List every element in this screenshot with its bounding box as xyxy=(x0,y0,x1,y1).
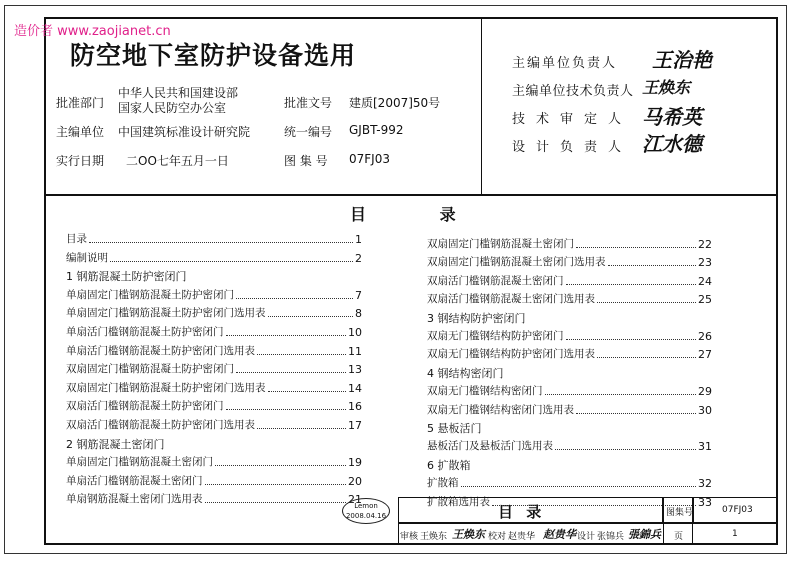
approve-dept-label: 批准部门 xyxy=(56,96,105,110)
stamp-line1: Lemon xyxy=(354,502,378,510)
toc-entry-text: 扩散箱选用表 xyxy=(427,495,490,508)
sig-tech-lead: 王焕东 xyxy=(642,78,691,97)
toc-leader-dots xyxy=(608,264,697,266)
toc-entry-text: 单扇固定门槛钢筋混凝土防护密闭门选用表 xyxy=(66,307,266,320)
toc-entry xyxy=(427,328,712,343)
toc-page-number: 8 xyxy=(355,307,362,321)
toc-page-number: 29 xyxy=(698,385,712,399)
toc-entry-text: 扩散箱 xyxy=(427,477,459,490)
toc-entry xyxy=(427,291,712,306)
toc-page-number: 23 xyxy=(698,256,712,270)
approve-dept-line2: 国家人民防空办公室 xyxy=(118,101,227,115)
toc-entry xyxy=(66,380,362,395)
stamp-line2: 2008.04.16 xyxy=(345,512,387,520)
toc-leader-dots xyxy=(597,301,696,303)
toc-leader-dots xyxy=(236,371,346,373)
toc-page-number: 22 xyxy=(698,238,712,251)
approve-doc-label: 批准文号 xyxy=(284,96,333,110)
serial-value: GJBT-992 xyxy=(349,123,404,137)
toc-entry-text: 单扇固定门槛钢筋混凝土防护密闭门 xyxy=(66,288,234,301)
toc-entry xyxy=(427,236,712,251)
toc-leader-dots xyxy=(576,246,696,248)
editor-label: 主编单位 xyxy=(56,125,105,139)
design-name: 张锦兵 xyxy=(597,532,625,542)
toc-entry xyxy=(427,402,712,417)
toc-page-number: 17 xyxy=(348,419,362,432)
toc-entry-text: 单扇活门槛钢筋混凝土防护密闭门 xyxy=(66,326,224,338)
date-value: 二OO七年五月一日 xyxy=(126,154,229,168)
toc-page-number: 24 xyxy=(698,274,712,288)
toc-leader-dots xyxy=(257,427,346,429)
toc-entry-text: 双扇活门槛钢筋混凝土防护密闭门选用表 xyxy=(66,419,255,431)
toc-section-heading xyxy=(427,420,712,436)
header-bottom-rule xyxy=(44,194,778,196)
approve-dept-line1: 中华人民共和国建设部 xyxy=(118,86,239,100)
toc-page-number: 13 xyxy=(348,363,362,377)
toc-page-number: 21 xyxy=(348,493,362,507)
sig-label-designer: 设计负责人 xyxy=(512,140,633,155)
title-block-atlas-value: 07FJ03 xyxy=(722,505,753,515)
sig-chief-editor: 王治艳 xyxy=(652,48,712,72)
toc-leader-dots xyxy=(89,241,353,243)
design-signature: 張錦兵 xyxy=(628,528,661,541)
toc-leader-dots xyxy=(110,260,353,262)
toc-page-number: 26 xyxy=(698,330,712,343)
toc-title: 目 录 xyxy=(350,205,490,224)
toc-page-number: 14 xyxy=(348,381,362,395)
toc-entry-text: 双扇活门槛钢筋混凝土密闭门选用表 xyxy=(427,293,595,306)
toc-leader-dots xyxy=(566,338,697,340)
toc-entry-text: 双扇无门槛钢结构密闭门 xyxy=(427,385,543,398)
toc-entry xyxy=(66,324,362,339)
toc-entry-text: 双扇固定门槛钢筋混凝土防护密闭门选用表 xyxy=(66,381,266,394)
toc-page-number: 33 xyxy=(698,495,712,509)
toc-section-heading xyxy=(427,365,712,381)
toc-leader-dots xyxy=(257,353,346,355)
toc-leader-dots xyxy=(215,464,346,466)
sig-reviewer: 马希英 xyxy=(642,105,702,129)
sig-label-chief-editor: 主编单位负责人 xyxy=(512,56,618,71)
check-signature: 赵贵华 xyxy=(543,528,576,541)
toc-entry xyxy=(66,231,362,246)
page-label: 页 xyxy=(674,532,684,542)
toc-entry-text: 6 扩散箱 xyxy=(427,458,471,472)
toc-entry xyxy=(66,417,362,432)
toc-leader-dots xyxy=(205,483,347,485)
watermark: 造价者 www.zaojianet.cn xyxy=(14,24,171,39)
toc-entry xyxy=(427,475,712,490)
toc-leader-dots xyxy=(268,390,347,392)
check-name: 赵贵华 xyxy=(508,532,536,542)
toc-section-heading xyxy=(427,310,712,326)
page-number: 1 xyxy=(732,529,738,539)
document-title: 防空地下室防护设备选用 xyxy=(70,41,357,70)
toc-page-number: 7 xyxy=(355,288,362,302)
date-stamp xyxy=(342,498,390,524)
toc-page-number: 25 xyxy=(698,293,712,307)
toc-leader-dots xyxy=(566,283,697,285)
toc-entry xyxy=(66,491,362,506)
toc-leader-dots xyxy=(555,448,696,450)
check-label: 校对 xyxy=(488,532,507,542)
toc-page-number: 16 xyxy=(348,400,362,414)
toc-leader-dots xyxy=(268,315,354,317)
toc-leader-dots xyxy=(236,297,353,299)
toc-entry-text: 3 钢结构防护密闭门 xyxy=(427,311,526,325)
toc-page-number: 31 xyxy=(698,440,712,454)
toc-entry-text: 双扇活门槛钢筋混凝土密闭门 xyxy=(427,274,564,287)
toc-page-number: 10 xyxy=(348,326,362,339)
toc-entry-text: 单扇钢筋混凝土密闭门选用表 xyxy=(66,493,203,506)
toc-entry-text: 双扇无门槛钢结构密闭门选用表 xyxy=(427,403,574,416)
title-block-atlas-label: 图集号 xyxy=(666,508,694,518)
toc-entry-text: 双扇无门槛钢结构防护密闭门 xyxy=(427,330,564,342)
toc-entry-text: 单扇固定门槛钢筋混凝土密闭门 xyxy=(66,456,213,469)
toc-leader-dots xyxy=(576,412,696,414)
toc-entry xyxy=(66,473,362,488)
toc-entry xyxy=(427,346,712,361)
toc-leader-dots xyxy=(545,393,697,395)
toc-entry-text: 双扇固定门槛钢筋混凝土密闭门 xyxy=(427,238,574,250)
toc-page-number: 19 xyxy=(348,456,362,470)
atlas-value: 07FJ03 xyxy=(349,152,390,166)
header-divider xyxy=(481,17,482,194)
review-signature: 王焕东 xyxy=(452,528,485,541)
toc-entry xyxy=(66,454,362,469)
toc-entry xyxy=(66,343,362,358)
review-name: 王焕东 xyxy=(420,532,448,542)
sig-label-reviewer: 技术审定人 xyxy=(512,112,633,127)
approve-doc-value: 建质[2007]50号 xyxy=(349,96,441,110)
toc-entry xyxy=(427,438,712,453)
toc-leader-dots xyxy=(461,485,697,487)
toc-entry-text: 单扇活门槛钢筋混凝土密闭门 xyxy=(66,474,203,487)
date-label: 实行日期 xyxy=(56,154,105,168)
toc-entry-text: 悬板活门及悬板活门选用表 xyxy=(427,440,553,453)
toc-entry-text: 双扇固定门槛钢筋混凝土密闭门选用表 xyxy=(427,256,606,269)
toc-entry xyxy=(427,383,712,398)
toc-page-number: 20 xyxy=(348,474,362,488)
toc-entry-text: 单扇活门槛钢筋混凝土防护密闭门选用表 xyxy=(66,344,255,357)
toc-entry-text: 5 悬板活门 xyxy=(427,422,482,435)
toc-entry xyxy=(66,305,362,320)
toc-page-number: 11 xyxy=(348,344,362,358)
toc-page-number: 1 xyxy=(355,233,362,246)
toc-entry-text: 1 钢筋混凝土防护密闭门 xyxy=(66,270,187,284)
sig-designer: 江水德 xyxy=(642,132,702,156)
title-block-name: 目 录 xyxy=(498,503,546,521)
review-label: 审核 xyxy=(400,532,419,542)
editor-value: 中国建筑标准设计研究院 xyxy=(118,125,251,139)
toc-section-heading xyxy=(427,457,712,473)
toc-entry-text: 双扇无门槛钢结构防护密闭门选用表 xyxy=(427,348,595,361)
toc-leader-dots xyxy=(597,356,696,358)
toc-entry xyxy=(66,398,362,413)
sig-label-tech-lead: 主编单位技术负责人 xyxy=(512,84,634,99)
toc-page-number: 2 xyxy=(355,251,362,265)
design-label: 设计 xyxy=(577,532,596,542)
toc-entry xyxy=(66,287,362,302)
toc-leader-dots xyxy=(226,334,347,336)
toc-entry xyxy=(427,273,712,288)
toc-page-number: 30 xyxy=(698,403,712,417)
serial-label: 统一编号 xyxy=(284,125,333,139)
toc-entry xyxy=(66,361,362,376)
toc-section-heading xyxy=(66,436,362,452)
toc-entry xyxy=(427,254,712,269)
toc-page-number: 27 xyxy=(698,348,712,362)
toc-entry-text: 双扇固定门槛钢筋混凝土防护密闭门 xyxy=(66,363,234,376)
toc-entry-text: 目录 xyxy=(66,233,87,245)
toc-entry xyxy=(66,250,362,265)
toc-page-number: 32 xyxy=(698,477,712,491)
toc-entry-text: 2 钢筋混凝土密闭门 xyxy=(66,437,165,451)
atlas-label: 图 集 号 xyxy=(284,154,328,168)
toc-entry-text: 编制说明 xyxy=(66,251,108,264)
toc-entry-text: 4 钢结构密闭门 xyxy=(427,366,504,380)
toc-entry-text: 双扇活门槛钢筋混凝土防护密闭门 xyxy=(66,400,224,413)
toc-leader-dots xyxy=(205,501,347,503)
toc-section-heading xyxy=(66,268,362,284)
toc-leader-dots xyxy=(226,408,347,410)
